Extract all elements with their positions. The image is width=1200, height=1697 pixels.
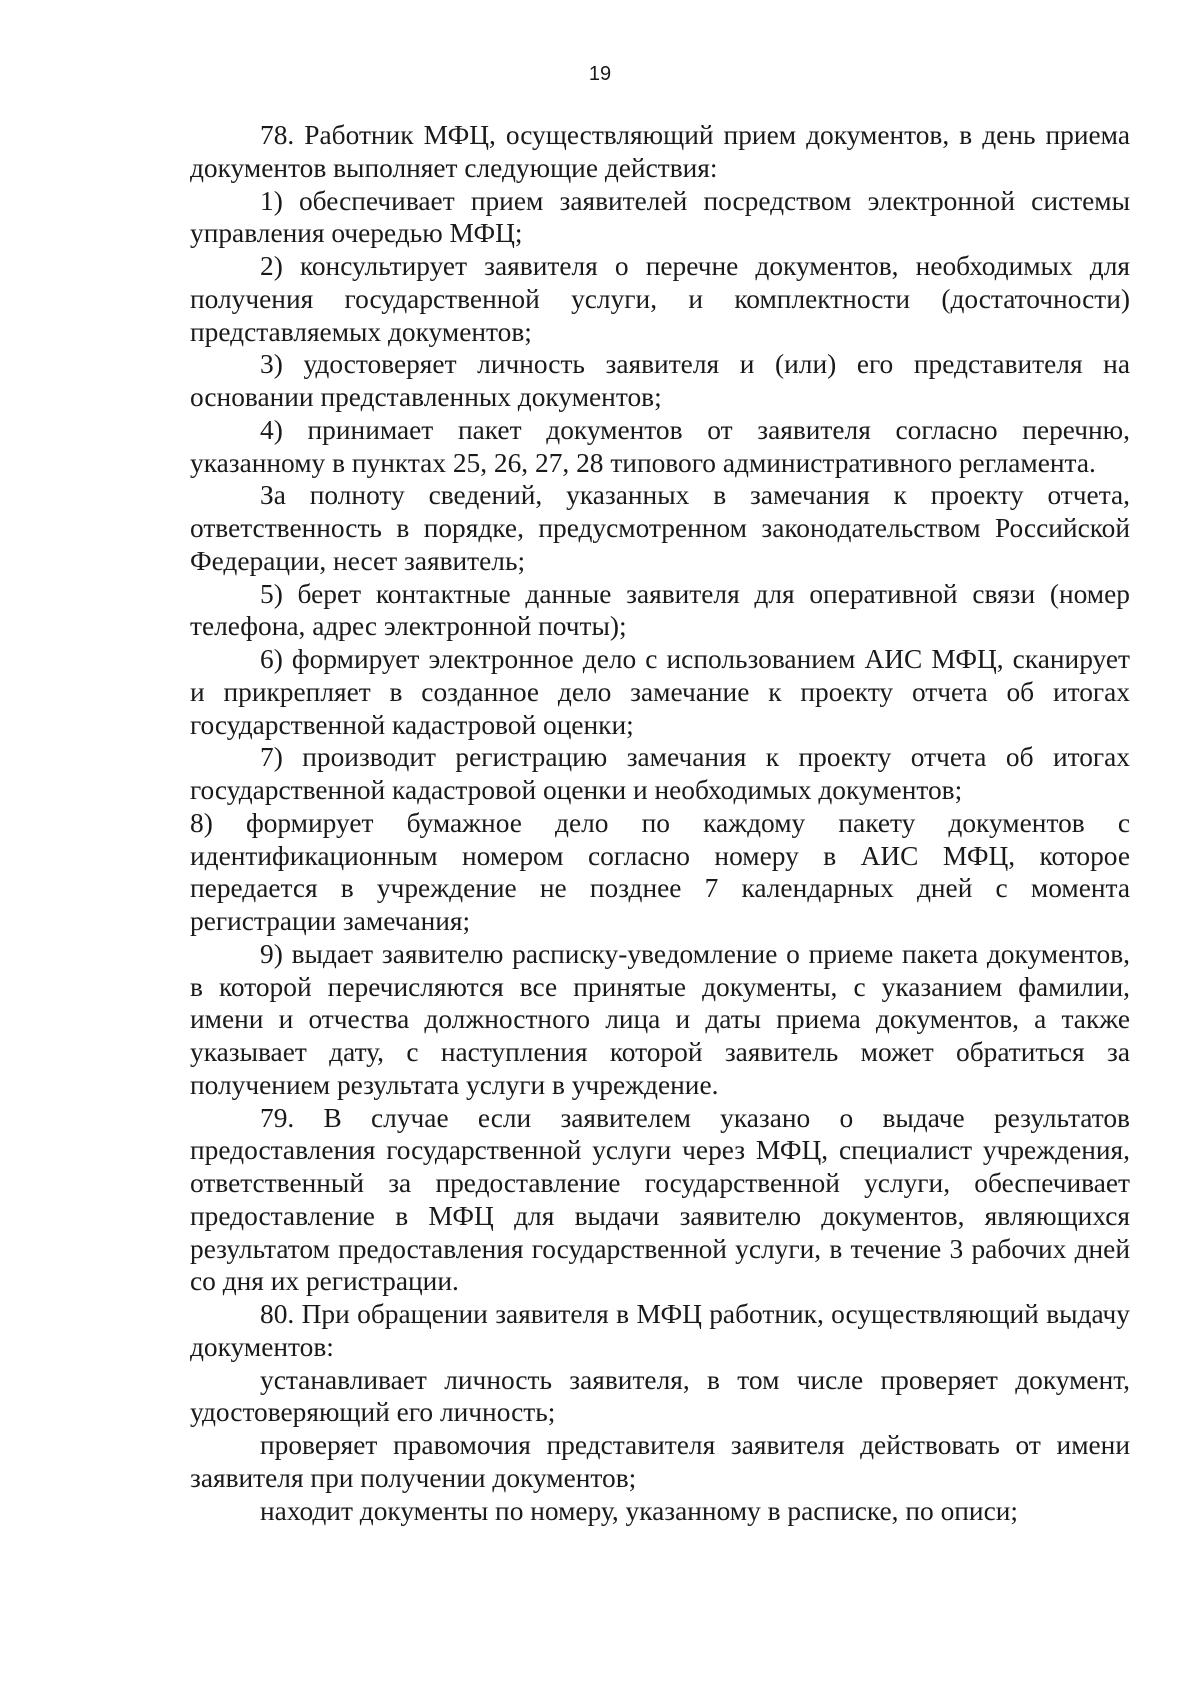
paragraph-78: 78. Работник МФЦ, осуществляющий прием документов, в день приема документов выполняет следующие действия: [190,120,1130,183]
page-number: 19 [588,63,612,85]
paragraph-78-item-9: 9) выдает заявителю расписку-уведомление о приеме пакета документов, в которой перечисляются все принятые документы, с указанием фамилии, имени и отчества должностного лица и даты приема документов, а также указывает дату, с наступления которой заявитель может обратиться за получением результата услуги в учреждение. [190,938,1130,1100]
paragraph-80-find-documents: находит документы по номеру, указанному в расписке, по описи; [260,1495,1019,1526]
document-body [190,119,1130,1527]
paragraph-78-item-2: 2) консультирует заявителя о перечне документов, необходимых для получения государственной услуги, и комплектности (достаточности) представляемых документов; [190,251,1130,347]
paragraph-78-item-3: 3) удостоверяет личность заявителя и (или) его представителя на основании представленных документов; [190,349,1130,412]
paragraph-80: 80. При обращении заявителя в МФЦ работник, осуществляющий выдачу документов: [190,1299,1130,1362]
paragraph-78-item-1: 1) обеспечивает прием заявителей посредством электронной системы управления очередью МФЦ; [190,185,1130,249]
paragraph-78-item-8: 8) формирует бумажное дело по каждому пакету документов с идентификационным номером согласно номеру в АИС МФЦ, которое передается в учреждение не позднее 7 календарных дней с момента регистрации замечания; [190,807,1130,936]
paragraph-80-authority: проверяет правомочия представителя заявителя действовать от имени заявителя при получении документов; [190,1430,1130,1493]
paragraph-78-item-6: 6) формирует электронное дело с использованием АИС МФЦ, сканирует и прикрепляет в созданное дело замечание к проекту отчета об итогах государственной кадастровой оценки; [190,644,1130,740]
paragraph-79: 79. В случае если заявителем указано о выдаче результатов предоставления государственной услуги через МФЦ, специалист учреждения, ответственный за предоставление государственной услуги, обеспечивает предоставление в МФЦ для выдачи заявителю документов, являющихся результатом предоставления государственной услуги, в течение 3 рабочих дней со дня их регистрации. [190,1102,1130,1297]
paragraph-78-responsibility: За полноту сведений, указанных в замечания к проекту отчета, ответственность в порядке, предусмотренном законодательством Российской Федерации, несет заявитель; [190,480,1130,576]
paragraph-80-identity: устанавливает личность заявителя, в том числе проверяет документ, удостоверяющий его личность; [190,1364,1130,1428]
paragraph-78-item-5: 5) берет контактные данные заявителя для оперативной связи (номер телефона, адрес электронной почты); [190,578,1130,642]
paragraph-78-item-4: 4) принимает пакет документов от заявителя согласно перечню, указанному в пунктах 25, 26, 27, 28 типового административного регламента. [190,414,1130,478]
paragraph-78-item-7: 7) производит регистрацию замечания к проекту отчета об итогах государственной кадастровой оценки и необходимых документов; [190,742,1130,805]
